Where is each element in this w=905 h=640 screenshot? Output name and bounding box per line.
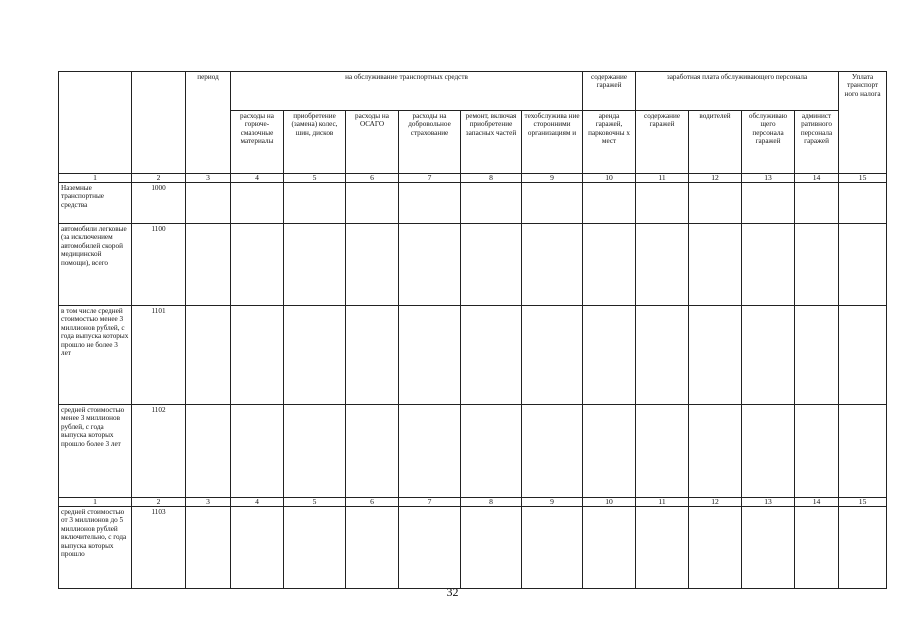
empty-cell[interactable] — [346, 224, 399, 306]
table-row — [59, 306, 887, 405]
empty-cell[interactable] — [795, 405, 839, 498]
empty-cell[interactable] — [839, 183, 887, 224]
column-number-row — [59, 174, 887, 183]
empty-cell[interactable] — [346, 507, 399, 589]
empty-cell[interactable] — [583, 405, 636, 498]
empty-cell[interactable] — [186, 183, 231, 224]
table-header — [59, 72, 887, 174]
header-drivers: водителей — [689, 111, 742, 174]
empty-cell[interactable] — [742, 183, 795, 224]
column-number-cell: 1 — [59, 498, 132, 507]
row-label: автомобили легковые (за исключением автомобилей скорой медицинской помощи), всего — [59, 224, 132, 306]
header-admin-staff: админист ративного персонала гаражей — [795, 111, 839, 174]
empty-cell[interactable] — [689, 306, 742, 405]
empty-cell[interactable] — [399, 224, 461, 306]
column-number-cell: 4 — [231, 174, 284, 183]
table-body-second — [59, 498, 887, 589]
empty-cell[interactable] — [795, 224, 839, 306]
empty-cell[interactable] — [461, 224, 522, 306]
empty-cell[interactable] — [231, 507, 284, 589]
column-number-cell: 4 — [231, 498, 284, 507]
empty-cell[interactable] — [689, 183, 742, 224]
empty-cell[interactable] — [399, 306, 461, 405]
empty-cell[interactable] — [231, 306, 284, 405]
empty-cell[interactable] — [742, 405, 795, 498]
empty-cell[interactable] — [284, 183, 346, 224]
column-number-cell: 15 — [839, 174, 887, 183]
transport-expense-table — [58, 71, 887, 589]
empty-cell[interactable] — [346, 183, 399, 224]
empty-cell[interactable] — [522, 183, 583, 224]
row-code: 1000 — [132, 183, 186, 224]
empty-cell[interactable] — [636, 507, 689, 589]
column-number-cell: 9 — [522, 174, 583, 183]
empty-cell[interactable] — [186, 507, 231, 589]
column-number-cell: 3 — [186, 498, 231, 507]
table-body-first — [59, 174, 887, 498]
row-code: 1101 — [132, 306, 186, 405]
column-number-cell: 11 — [636, 174, 689, 183]
empty-cell[interactable] — [186, 224, 231, 306]
empty-cell[interactable] — [795, 507, 839, 589]
column-number-cell: 10 — [583, 498, 636, 507]
page-number: 32 — [446, 585, 459, 599]
header-garage-upkeep: содержание гаражей — [636, 111, 689, 174]
header-blank-1 — [59, 72, 132, 174]
header-garage: содержание гаражей — [583, 72, 636, 111]
header-garage-staff: обслуживаю щего персонала гаражей — [742, 111, 795, 174]
empty-cell[interactable] — [583, 224, 636, 306]
header-service-group: на обслуживание транспортных средств — [231, 72, 583, 111]
empty-cell[interactable] — [839, 306, 887, 405]
empty-cell[interactable] — [399, 507, 461, 589]
row-label: средней стоимостью от 3 миллионов до 5 миллионов рублей включительно, с года выпуска которых прошло — [59, 507, 132, 589]
empty-cell[interactable] — [461, 183, 522, 224]
empty-cell[interactable] — [689, 405, 742, 498]
column-number-cell: 8 — [461, 498, 522, 507]
column-number-cell: 12 — [689, 174, 742, 183]
column-number-cell: 2 — [132, 498, 186, 507]
empty-cell[interactable] — [583, 306, 636, 405]
column-number-cell: 6 — [346, 174, 399, 183]
header-voluntary-insurance: расходы на добровольное страхование — [399, 111, 461, 174]
row-label: Наземные транспортные средства — [59, 183, 132, 224]
empty-cell[interactable] — [795, 306, 839, 405]
empty-cell[interactable] — [186, 306, 231, 405]
empty-cell[interactable] — [461, 306, 522, 405]
empty-cell[interactable] — [583, 183, 636, 224]
empty-cell[interactable] — [522, 306, 583, 405]
empty-cell[interactable] — [689, 507, 742, 589]
empty-cell[interactable] — [795, 183, 839, 224]
header-blank-2 — [132, 72, 186, 174]
row-label: в том числе средней стоимостью менее 3 миллионов рублей, с года выпуска которых прошло не более 3 лет — [59, 306, 132, 405]
empty-cell[interactable] — [742, 306, 795, 405]
table-row — [59, 405, 887, 498]
table-row — [59, 183, 887, 224]
header-salary-group: заработная плата обслуживающего персонала — [636, 72, 839, 111]
empty-cell[interactable] — [636, 183, 689, 224]
empty-cell[interactable] — [399, 405, 461, 498]
empty-cell[interactable] — [186, 405, 231, 498]
column-number-cell: 7 — [399, 174, 461, 183]
column-number-cell: 11 — [636, 498, 689, 507]
column-number-cell: 1 — [59, 174, 132, 183]
row-code: 1103 — [132, 507, 186, 589]
column-number-cell: 7 — [399, 498, 461, 507]
empty-cell[interactable] — [636, 405, 689, 498]
empty-cell[interactable] — [461, 507, 522, 589]
column-number-cell: 8 — [461, 174, 522, 183]
table-row — [59, 224, 887, 306]
empty-cell[interactable] — [522, 507, 583, 589]
column-number-cell: 6 — [346, 498, 399, 507]
empty-cell[interactable] — [461, 405, 522, 498]
empty-cell[interactable] — [231, 183, 284, 224]
empty-cell[interactable] — [231, 224, 284, 306]
header-wheels: приобретение (замена) колес, шин, дисков — [284, 111, 346, 174]
empty-cell[interactable] — [522, 224, 583, 306]
empty-cell[interactable] — [583, 507, 636, 589]
empty-cell[interactable] — [839, 405, 887, 498]
column-number-cell: 5 — [284, 498, 346, 507]
row-code: 1102 — [132, 405, 186, 498]
column-number-cell: 9 — [522, 498, 583, 507]
column-number-cell: 10 — [583, 174, 636, 183]
empty-cell[interactable] — [636, 306, 689, 405]
column-number-cell: 2 — [132, 174, 186, 183]
row-label: средней стоимостью менее 3 миллионов рублей, с года выпуска которых прошло более 3 лет — [59, 405, 132, 498]
column-number-cell: 12 — [689, 498, 742, 507]
column-number-cell: 13 — [742, 174, 795, 183]
column-number-cell: 14 — [795, 498, 839, 507]
header-maintenance: техобслужива ние сторонними организациям и — [522, 111, 583, 174]
empty-cell[interactable] — [839, 507, 887, 589]
empty-cell[interactable] — [399, 183, 461, 224]
column-number-cell: 15 — [839, 498, 887, 507]
empty-cell[interactable] — [636, 224, 689, 306]
header-garage-rent: аренда гаражей, парковочны х мест — [583, 111, 636, 174]
empty-cell[interactable] — [284, 507, 346, 589]
table-row — [59, 507, 887, 589]
empty-cell[interactable] — [346, 405, 399, 498]
header-period: период — [186, 72, 231, 174]
empty-cell[interactable] — [231, 405, 284, 498]
header-osago: расходы на ОСАГО — [346, 111, 399, 174]
column-number-row — [59, 498, 887, 507]
empty-cell[interactable] — [284, 306, 346, 405]
empty-cell[interactable] — [284, 405, 346, 498]
empty-cell[interactable] — [522, 405, 583, 498]
header-tax: Уплата транспорт ного налога — [839, 72, 887, 174]
column-number-cell: 5 — [284, 174, 346, 183]
header-fuel: расходы на горюче-смазочные материалы — [231, 111, 284, 174]
column-number-cell: 3 — [186, 174, 231, 183]
row-code: 1100 — [132, 224, 186, 306]
empty-cell[interactable] — [742, 507, 795, 589]
column-number-cell: 13 — [742, 498, 795, 507]
column-number-cell: 14 — [795, 174, 839, 183]
header-repair: ремонт, включая приобретение запасных частей — [461, 111, 522, 174]
empty-cell[interactable] — [839, 224, 887, 306]
empty-cell[interactable] — [284, 224, 346, 306]
empty-cell[interactable] — [742, 224, 795, 306]
empty-cell[interactable] — [689, 224, 742, 306]
empty-cell[interactable] — [346, 306, 399, 405]
